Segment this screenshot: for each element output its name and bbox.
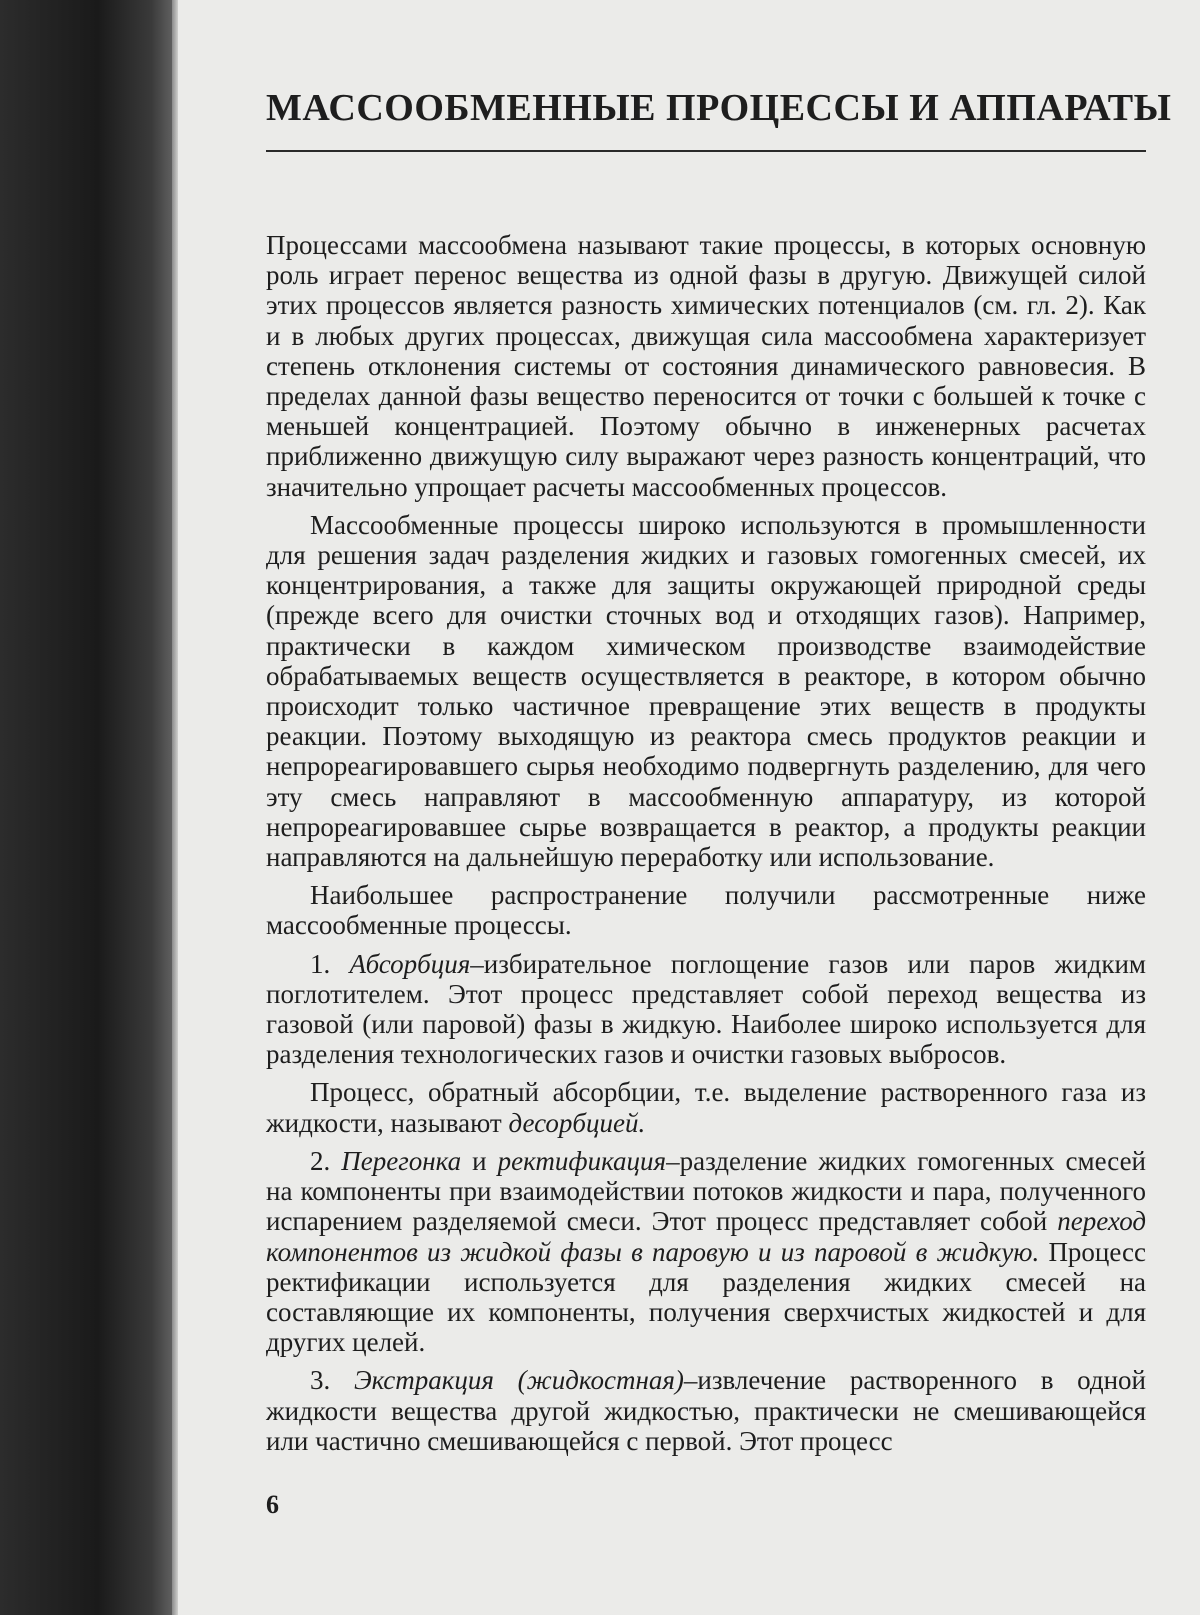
title-rule — [266, 150, 1146, 152]
distillation-text-end: Процесс ректификации используется для разделения жидких смесей на составляющие их компоненты, получения сверхчистых жидкостей и для других целей. — [266, 1236, 1147, 1358]
page-number: 6 — [266, 1490, 279, 1519]
distillation-italic: переход компонентов из жидкой фазы в паровую и из паровой в жидкую. — [266, 1206, 1147, 1267]
paragraph-distillation — [266, 1146, 1146, 1357]
absorption-text: –избирательное поглощение газов или паров жидким поглотителем. Этот процесс представляет собой переход вещества из газовой (или паровой) фазы в жидкую. Наиболее широко используется для разделения технологических газов и очистки газовых выбросов. — [266, 948, 1146, 1070]
book-page — [178, 0, 1200, 1615]
paragraph-extraction — [266, 1365, 1146, 1456]
paragraph-industry: Массообменные процессы широко используются в промышленности для решения задач разделения жидких и газовых гомогенных смесей, их концентрирования, а также для защиты окружающей природной среды (прежде всего для очистки сточных вод и отходящих газов). Например, практически в каждом химическом производстве взаимодействие обрабатываемых веществ осуществляется в реакторе, в котором обычно происходит только частичное превращение этих веществ в продукты реакции. Поэтому выходящую из реактора смесь продуктов реакции и непрореагировавшего сырья необходимо подвергнуть разделению, для чего эту смесь направляют в массообменную аппаратуру, из которой непрореагировавшее сырье возвращается в реактор, а продукты реакции направляются на дальнейшую переработку или использование. — [266, 509, 1146, 873]
term-absorption: Абсорбция — [349, 948, 471, 979]
desorption-text: Процесс, обратный абсорбции, т.е. выделение растворенного газа из жидкости, называют — [266, 1077, 1146, 1138]
term-distillation: Перегонка — [341, 1145, 462, 1176]
item-number: 1. — [310, 948, 331, 979]
book-spine-shadow — [0, 0, 178, 1615]
item-number: 2. — [310, 1145, 331, 1176]
conjunction: и — [472, 1145, 487, 1176]
paragraph-processes-intro: Наибольшее распространение получили рассмотренные ниже массообменные процессы. — [266, 880, 1146, 941]
extraction-text: –извлечение растворенного в одной жидкости вещества другой жидкостью, практически не смешивающейся или частично смешивающейся с первой. Этот процесс — [266, 1365, 1147, 1456]
paragraph-intro: Процессами массообмена называют такие процессы, в которых основную роль играет перенос вещества из одной фазы в другую. Движущей силой этих процессов является разность химических потенциалов (см. гл. 2). Как и в любых других процессах, движущая сила массообмена характеризует степень отклонения системы от состояния динамического равновесия. В пределах данной фазы вещество переносится от точки с большей к точке с меньшей концентрацией. Поэтому обычно в инженерных расчетах приближенно движущую силу выражают через разность концентраций, что значительно упрощает расчеты массообменных процессов. — [266, 230, 1146, 502]
term-extraction: Экстракция (жидкостная) — [353, 1365, 684, 1396]
page-body — [266, 230, 1146, 1464]
paragraph-absorption — [266, 949, 1146, 1070]
item-number: 3. — [310, 1365, 331, 1396]
distillation-text: –разделение жидких гомогенных смесей на компоненты при взаимодействии потоков жидкости и пара, полученного испарением разделяемой смеси. Этот процесс представляет собой — [266, 1145, 1146, 1237]
term-desorption: десорбцией. — [508, 1107, 646, 1138]
term-rectification: ректификация — [497, 1145, 667, 1176]
paragraph-desorption — [266, 1077, 1146, 1137]
chapter-title: МАССООБМЕННЫЕ ПРОЦЕССЫ И АППАРАТЫ — [266, 87, 1172, 129]
